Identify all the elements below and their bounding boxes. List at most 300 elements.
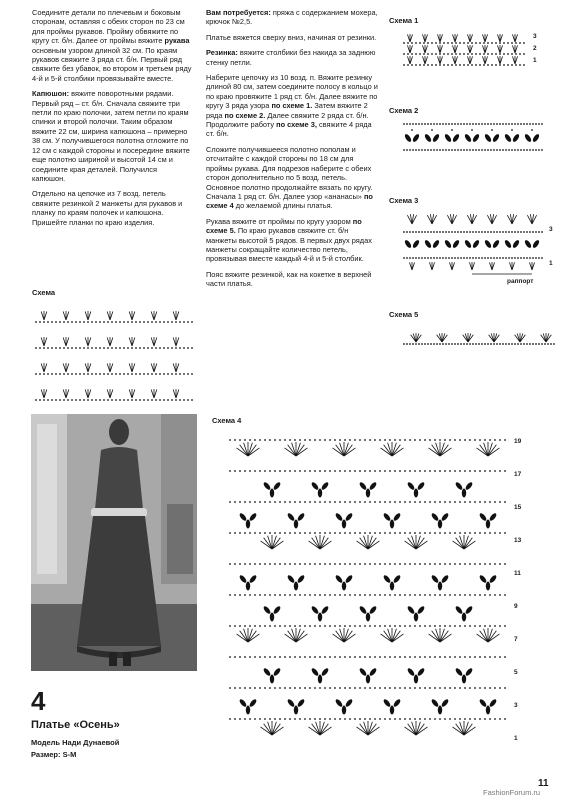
- double-crochet-stroke: [176, 363, 179, 372]
- double-crochet-stroke: [360, 538, 368, 549]
- chain-stitch-dot: [538, 343, 540, 345]
- chain-stitch-dot: [99, 347, 101, 349]
- chain-stitch-dot: [284, 656, 286, 658]
- chain-stitch-dot: [406, 149, 408, 151]
- puff-stitch-leaf: [524, 133, 533, 143]
- chain-stitch-dot: [409, 656, 411, 658]
- chain-stitch-dot: [507, 53, 509, 55]
- puff-stitch-leaf: [444, 239, 453, 249]
- s4-row-number: 15: [514, 504, 522, 511]
- chain-stitch-dot: [504, 501, 506, 503]
- chain-stitch-dot: [364, 625, 366, 627]
- chain-stitch-dot: [459, 718, 461, 720]
- double-crochet-stroke: [336, 445, 344, 456]
- chain-stitch-dot: [463, 53, 465, 55]
- double-crochet-stroke: [384, 631, 392, 642]
- puff-stitch-leaf: [272, 667, 281, 677]
- chain-stitch-dot: [526, 257, 528, 259]
- chain-stitch-dot: [135, 373, 137, 375]
- chain-stitch-dot: [304, 594, 306, 596]
- chain-stitch-dot: [443, 64, 445, 66]
- puff-stitch-leaf: [478, 698, 487, 708]
- chain-stitch-dot: [379, 532, 381, 534]
- chain-stitch-dot: [369, 470, 371, 472]
- double-crochet-stroke: [66, 311, 69, 320]
- double-crochet-stroke: [41, 389, 44, 398]
- double-crochet-stroke: [432, 631, 440, 642]
- double-crochet-stroke: [312, 724, 320, 735]
- chain-stitch-dot: [436, 231, 438, 233]
- chain-stitch-dot: [294, 687, 296, 689]
- scheme-1-label: Схема 1: [389, 16, 419, 25]
- chain-stitch-dot: [449, 594, 451, 596]
- chain-stitch-dot: [43, 347, 45, 349]
- chain-stitch-dot: [239, 718, 241, 720]
- chain-stitch-dot: [127, 347, 129, 349]
- puff-stitch-leaf: [358, 481, 367, 491]
- chain-stitch-dot: [389, 439, 391, 441]
- chain-stitch-dot: [494, 470, 496, 472]
- chain-stitch-dot: [374, 563, 376, 565]
- chain-stitch-dot: [191, 373, 193, 375]
- chain-stitch-dot: [339, 656, 341, 658]
- chain-stitch-dot: [249, 656, 251, 658]
- double-crochet-stroke: [288, 631, 296, 642]
- chain-stitch-dot: [459, 439, 461, 441]
- puff-stitch-leaf: [320, 605, 329, 615]
- chain-stitch-dot: [254, 470, 256, 472]
- chain-stitch-dot: [445, 123, 447, 125]
- chain-stitch-dot: [339, 532, 341, 534]
- chain-stitch-dot: [319, 718, 321, 720]
- chain-stitch-dot: [444, 439, 446, 441]
- chain-stitch-dot: [171, 347, 173, 349]
- double-crochet-stroke: [154, 311, 157, 320]
- chain-stitch-dot: [43, 373, 45, 375]
- chain-stitch-dot: [151, 347, 153, 349]
- chain-stitch-dot: [431, 129, 433, 131]
- chain-stitch-dot: [491, 64, 493, 66]
- chain-stitch-dot: [309, 439, 311, 441]
- chain-stitch-dot: [75, 373, 77, 375]
- double-crochet-stroke: [129, 311, 132, 320]
- chain-stitch-dot: [304, 625, 306, 627]
- chain-stitch-dot: [436, 149, 438, 151]
- chain-stitch-dot: [289, 718, 291, 720]
- puff-stitch-leaf: [368, 605, 377, 615]
- chain-stitch-dot: [259, 656, 261, 658]
- chain-stitch-dot: [399, 687, 401, 689]
- chain-stitch-dot: [505, 231, 507, 233]
- chain-stitch-dot: [119, 373, 121, 375]
- chain-stitch-dot: [344, 470, 346, 472]
- double-crochet-stroke: [44, 337, 47, 346]
- chain-stitch-dot: [424, 501, 426, 503]
- chain-stitch-dot: [511, 53, 513, 55]
- chain-stitch-dot: [269, 656, 271, 658]
- scheme-3-label: Схема 3: [389, 196, 419, 205]
- puff-stitch-leaf: [294, 706, 298, 715]
- chain-stitch-dot: [379, 439, 381, 441]
- chain-stitch-dot: [484, 231, 486, 233]
- chain-stitch-dot: [249, 501, 251, 503]
- chain-stitch-dot: [91, 347, 93, 349]
- chain-stitch-dot: [403, 123, 405, 125]
- chain-stitch-dot: [499, 343, 501, 345]
- double-crochet-stroke: [296, 631, 304, 642]
- scheme-4-label: Схема 4: [212, 416, 242, 425]
- chain-stitch-dot: [83, 399, 85, 401]
- chain-stitch-dot: [469, 439, 471, 441]
- paragraph-rib: Резинка: вяжите столбики без накида за заднюю стенку петли.: [206, 48, 376, 67]
- chain-stitch-dot: [264, 625, 266, 627]
- chain-stitch-dot: [505, 123, 507, 125]
- chain-stitch-dot: [279, 563, 281, 565]
- chain-stitch-dot: [234, 594, 236, 596]
- chain-stitch-dot: [349, 656, 351, 658]
- chain-stitch-dot: [87, 399, 89, 401]
- chain-stitch-dot: [319, 439, 321, 441]
- chain-stitch-dot: [499, 718, 501, 720]
- puff-stitch-leaf: [492, 133, 501, 143]
- paragraph-assembly: Соедините детали по плечевым и боковым сторонам, оставляя с обеих сторон по 23 см для проймы рукавов. Пройму обвяжите по кругу ст. б/н. Далее от проймы вяжите рукава основным узором длиной 32 см. По краям рукавов свяжите 3 ряда ст. б/н. Первый ряд свяжите без убавок, во втором и третьем ряду 4-й и 5-й столбики провязывайте вместе.: [32, 8, 192, 83]
- chain-stitch-dot: [59, 321, 61, 323]
- chain-stitch-dot: [430, 257, 432, 259]
- s4-row-number: 13: [514, 537, 522, 544]
- puff-stitch-leaf: [488, 512, 497, 522]
- chain-stitch-dot: [299, 594, 301, 596]
- chain-stitch-dot: [541, 123, 543, 125]
- chain-stitch-dot: [511, 231, 513, 233]
- double-crochet-stroke: [248, 445, 256, 456]
- page-number: 11: [538, 778, 549, 789]
- chain-stitch-dot: [409, 625, 411, 627]
- chain-stitch-dot: [526, 231, 528, 233]
- chain-stitch-dot: [234, 718, 236, 720]
- chain-stitch-dot: [507, 64, 509, 66]
- chain-stitch-dot: [407, 64, 409, 66]
- chain-stitch-dot: [439, 231, 441, 233]
- chain-stitch-dot: [175, 399, 177, 401]
- chain-stitch-dot: [434, 439, 436, 441]
- chain-stitch-dot: [359, 470, 361, 472]
- chain-stitch-dot: [431, 42, 433, 44]
- chain-stitch-dot: [299, 439, 301, 441]
- chain-stitch-dot: [429, 470, 431, 472]
- chain-stitch-dot: [119, 399, 121, 401]
- chain-stitch-dot: [354, 687, 356, 689]
- chain-stitch-dot: [496, 149, 498, 151]
- chain-stitch-dot: [274, 718, 276, 720]
- chain-stitch-dot: [344, 625, 346, 627]
- chain-stitch-dot: [429, 625, 431, 627]
- puff-stitch-leaf: [462, 489, 466, 498]
- chain-stitch-dot: [414, 625, 416, 627]
- chain-stitch-dot: [151, 399, 153, 401]
- text-column-left: [32, 8, 192, 233]
- chain-stitch-dot: [249, 687, 251, 689]
- chain-stitch-dot: [334, 470, 336, 472]
- chain-stitch-dot: [183, 347, 185, 349]
- chain-stitch-dot: [359, 563, 361, 565]
- chain-stitch-dot: [159, 321, 161, 323]
- chain-stitch-dot: [412, 231, 414, 233]
- chain-stitch-dot: [409, 718, 411, 720]
- puff-stitch-leaf: [342, 582, 346, 591]
- chain-stitch-dot: [435, 64, 437, 66]
- chain-stitch-dot: [394, 532, 396, 534]
- chain-stitch-dot: [87, 321, 89, 323]
- chain-stitch-dot: [523, 231, 525, 233]
- double-crochet-stroke: [151, 363, 154, 372]
- chain-stitch-dot: [404, 656, 406, 658]
- chain-stitch-dot: [467, 64, 469, 66]
- chain-stitch-dot: [319, 594, 321, 596]
- chain-stitch-dot: [429, 594, 431, 596]
- chain-stitch-dot: [229, 501, 231, 503]
- chain-stitch-dot: [289, 501, 291, 503]
- puff-stitch-leaf: [238, 698, 247, 708]
- chain-stitch-dot: [407, 53, 409, 55]
- chain-stitch-dot: [155, 373, 157, 375]
- chain-stitch-dot: [481, 149, 483, 151]
- chain-stitch-dot: [249, 470, 251, 472]
- chain-stitch-dot: [289, 532, 291, 534]
- chain-stitch-dot: [151, 373, 153, 375]
- chain-stitch-dot: [445, 343, 447, 345]
- chain-stitch-dot: [394, 718, 396, 720]
- chain-stitch-dot: [508, 343, 510, 345]
- chain-stitch-dot: [359, 625, 361, 627]
- chain-stitch-dot: [304, 501, 306, 503]
- chain-stitch-dot: [319, 625, 321, 627]
- paragraph-materials: Вам потребуется: пряжа с содержанием мохера, крючок №2,5.: [206, 8, 378, 27]
- chain-stitch-dot: [532, 149, 534, 151]
- chain-stitch-dot: [505, 343, 507, 345]
- chain-stitch-dot: [478, 231, 480, 233]
- puff-stitch-leaf: [486, 520, 490, 529]
- puff-stitch-leaf: [452, 133, 461, 143]
- double-crochet-stroke: [480, 445, 488, 456]
- chain-stitch-dot: [119, 321, 121, 323]
- chain-stitch-dot: [430, 231, 432, 233]
- chain-stitch-dot: [442, 257, 444, 259]
- chain-stitch-dot: [481, 343, 483, 345]
- chain-stitch-dot: [324, 563, 326, 565]
- chain-stitch-dot: [274, 439, 276, 441]
- chain-stitch-dot: [139, 399, 141, 401]
- chain-stitch-dot: [264, 563, 266, 565]
- chain-stitch-dot: [451, 123, 453, 125]
- puff-stitch-leaf: [366, 489, 370, 498]
- chain-stitch-dot: [244, 687, 246, 689]
- puff-stitch-leaf: [472, 239, 481, 249]
- chain-stitch-dot: [139, 321, 141, 323]
- chain-stitch-dot: [71, 373, 73, 375]
- chain-stitch-dot: [459, 594, 461, 596]
- chain-stitch-dot: [135, 321, 137, 323]
- chain-stitch-dot: [91, 373, 93, 375]
- text-column-middle: [206, 8, 381, 295]
- chain-stitch-dot: [95, 347, 97, 349]
- chain-stitch-dot: [414, 656, 416, 658]
- chain-stitch-dot: [309, 501, 311, 503]
- chain-stitch-dot: [523, 64, 525, 66]
- chain-stitch-dot: [244, 656, 246, 658]
- chain-stitch-dot: [63, 321, 65, 323]
- chain-stitch-dot: [449, 687, 451, 689]
- puff-stitch-leaf: [414, 489, 418, 498]
- chain-stitch-dot: [451, 42, 453, 44]
- puff-stitch-leaf: [464, 667, 473, 677]
- chain-stitch-dot: [529, 123, 531, 125]
- chain-stitch-dot: [415, 42, 417, 44]
- chain-stitch-dot: [99, 321, 101, 323]
- chain-stitch-dot: [191, 321, 193, 323]
- chain-stitch-dot: [239, 656, 241, 658]
- chain-stitch-dot: [406, 343, 408, 345]
- chain-stitch-dot: [364, 656, 366, 658]
- chain-stitch-dot: [484, 470, 486, 472]
- chain-stitch-dot: [384, 656, 386, 658]
- chain-stitch-dot: [309, 687, 311, 689]
- chain-stitch-dot: [494, 625, 496, 627]
- double-crochet-stroke: [416, 538, 424, 549]
- chain-stitch-dot: [229, 687, 231, 689]
- chain-stitch-dot: [47, 347, 49, 349]
- chain-stitch-dot: [259, 532, 261, 534]
- chain-stitch-dot: [309, 718, 311, 720]
- chain-stitch-dot: [394, 594, 396, 596]
- chain-stitch-dot: [519, 42, 521, 44]
- chain-stitch-dot: [394, 687, 396, 689]
- chain-stitch-dot: [369, 718, 371, 720]
- puff-stitch-leaf: [454, 605, 463, 615]
- chain-stitch-dot: [324, 687, 326, 689]
- chain-stitch-dot: [457, 149, 459, 151]
- chain-stitch-dot: [454, 563, 456, 565]
- chain-stitch-dot: [107, 321, 109, 323]
- chain-stitch-dot: [171, 373, 173, 375]
- chain-stitch-dot: [444, 470, 446, 472]
- chain-stitch-dot: [229, 656, 231, 658]
- chain-stitch-dot: [259, 625, 261, 627]
- chain-stitch-dot: [479, 501, 481, 503]
- chain-stitch-dot: [445, 257, 447, 259]
- chain-stitch-dot: [229, 439, 231, 441]
- chain-stitch-dot: [324, 532, 326, 534]
- puff-stitch-leaf: [320, 481, 329, 491]
- chain-stitch-dot: [254, 594, 256, 596]
- double-crochet-stroke: [66, 389, 69, 398]
- chain-stitch-dot: [294, 501, 296, 503]
- chain-stitch-dot: [254, 625, 256, 627]
- chain-stitch-dot: [443, 42, 445, 44]
- chain-stitch-dot: [107, 347, 109, 349]
- double-crochet-stroke: [240, 631, 248, 642]
- chain-stitch-dot: [344, 439, 346, 441]
- chain-stitch-dot: [289, 656, 291, 658]
- chain-stitch-dot: [414, 718, 416, 720]
- chain-stitch-dot: [334, 718, 336, 720]
- chain-stitch-dot: [131, 373, 133, 375]
- chain-stitch-dot: [409, 594, 411, 596]
- chain-stitch-dot: [448, 257, 450, 259]
- chain-stitch-dot: [433, 149, 435, 151]
- double-crochet-stroke: [85, 389, 88, 398]
- chain-stitch-dot: [264, 687, 266, 689]
- chain-stitch-dot: [304, 718, 306, 720]
- chain-stitch-dot: [409, 439, 411, 441]
- double-crochet-stroke: [480, 631, 488, 642]
- chain-stitch-dot: [494, 594, 496, 596]
- double-crochet-stroke: [320, 538, 328, 549]
- chain-stitch-dot: [471, 129, 473, 131]
- chain-stitch-dot: [421, 149, 423, 151]
- chain-stitch-dot: [444, 625, 446, 627]
- chain-stitch-dot: [284, 532, 286, 534]
- chain-stitch-dot: [234, 532, 236, 534]
- chain-stitch-dot: [479, 687, 481, 689]
- chain-stitch-dot: [175, 321, 177, 323]
- chain-stitch-dot: [517, 343, 519, 345]
- chain-stitch-dot: [187, 373, 189, 375]
- chain-stitch-dot: [442, 343, 444, 345]
- chain-stitch-dot: [511, 64, 513, 66]
- puff-stitch-leaf: [424, 133, 433, 143]
- chain-stitch-dot: [183, 399, 185, 401]
- chain-stitch-dot: [466, 343, 468, 345]
- chain-stitch-dot: [514, 257, 516, 259]
- chain-stitch-dot: [354, 439, 356, 441]
- chain-stitch-dot: [487, 257, 489, 259]
- double-crochet-stroke: [173, 311, 176, 320]
- chain-stitch-dot: [439, 64, 441, 66]
- chain-stitch-dot: [229, 563, 231, 565]
- puff-stitch-leaf: [486, 706, 490, 715]
- chain-stitch-dot: [499, 563, 501, 565]
- chain-stitch-dot: [384, 687, 386, 689]
- chain-stitch-dot: [406, 257, 408, 259]
- chain-stitch-dot: [421, 257, 423, 259]
- chain-stitch-dot: [523, 42, 525, 44]
- puff-stitch-leaf: [390, 706, 394, 715]
- chain-stitch-dot: [239, 563, 241, 565]
- puff-stitch-leaf: [318, 489, 322, 498]
- chain-stitch-dot: [234, 625, 236, 627]
- chain-stitch-dot: [324, 501, 326, 503]
- scheme-4-chart: [228, 430, 512, 742]
- chain-stitch-dot: [523, 149, 525, 151]
- chain-stitch-dot: [269, 594, 271, 596]
- chain-stitch-dot: [103, 321, 105, 323]
- chain-stitch-dot: [63, 399, 65, 401]
- chain-stitch-dot: [364, 594, 366, 596]
- chain-stitch-dot: [329, 594, 331, 596]
- chain-stitch-dot: [399, 563, 401, 565]
- chain-stitch-dot: [451, 343, 453, 345]
- chain-stitch-dot: [399, 718, 401, 720]
- chain-stitch-dot: [167, 347, 169, 349]
- chain-stitch-dot: [419, 470, 421, 472]
- chain-stitch-dot: [294, 439, 296, 441]
- chain-stitch-dot: [439, 501, 441, 503]
- puff-stitch-leaf: [392, 512, 401, 522]
- chain-stitch-dot: [259, 718, 261, 720]
- chain-stitch-dot: [439, 687, 441, 689]
- chain-stitch-dot: [424, 594, 426, 596]
- chain-stitch-dot: [359, 718, 361, 720]
